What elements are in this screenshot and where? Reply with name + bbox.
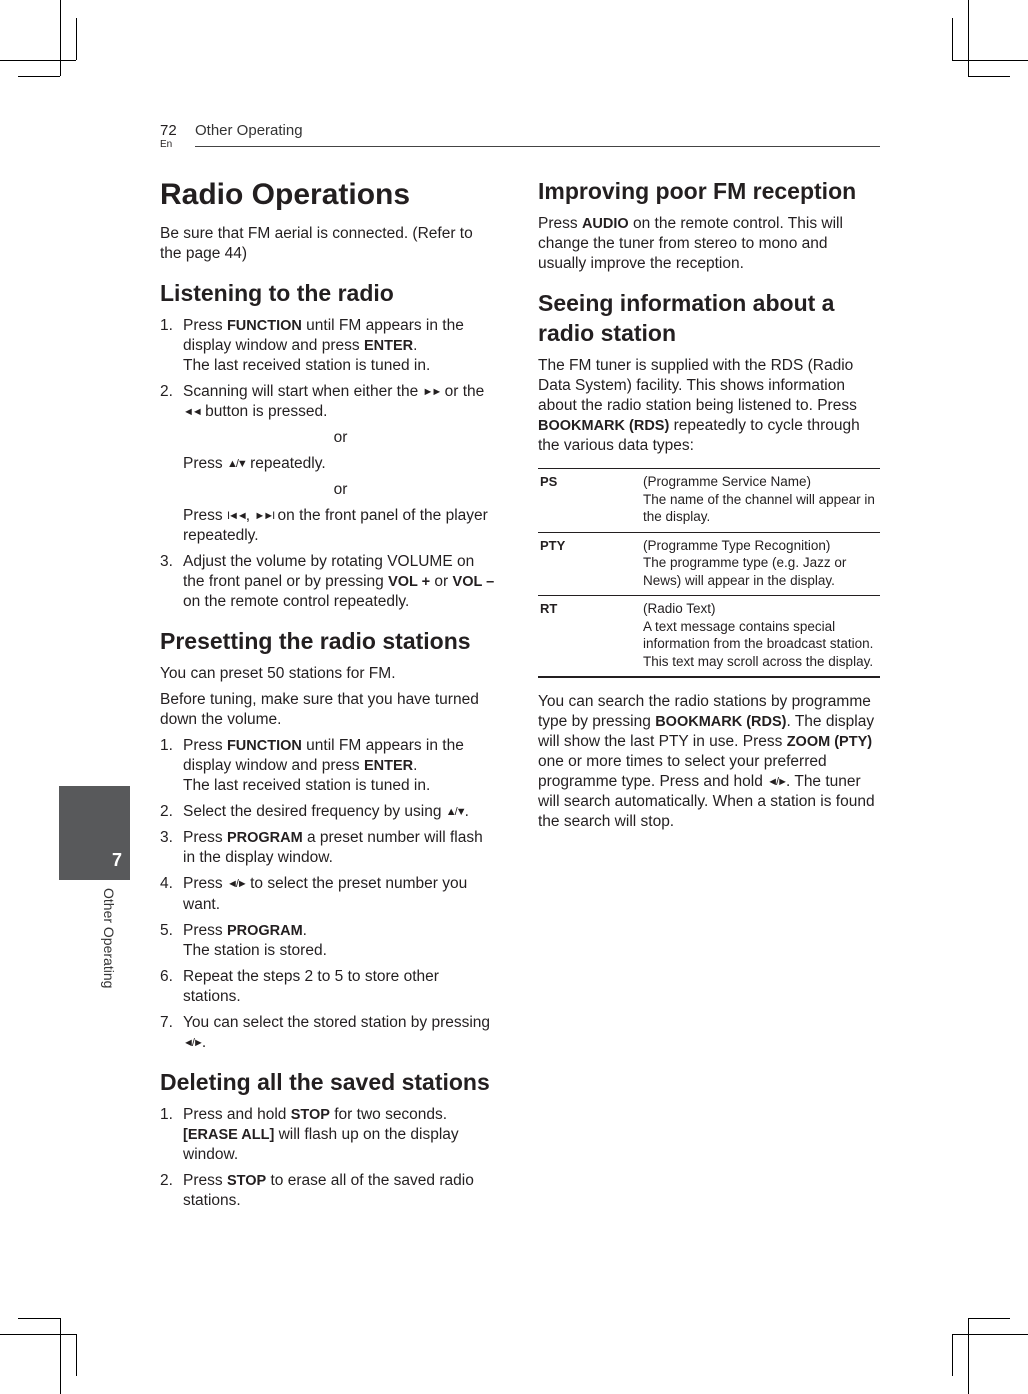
rewind-icon: ◄◄ — [183, 406, 201, 419]
list-item: 3. Press PROGRAM a preset number will flash in the display window. — [160, 829, 483, 867]
chapter-number — [59, 850, 130, 871]
page-number: 72 — [160, 122, 177, 139]
list-item: 7. You can select the stored station by pressing ◄/►. — [160, 1013, 491, 1051]
listening-heading: Listening to the radio — [160, 280, 394, 306]
fast-forward-icon: ►► — [422, 386, 441, 398]
intro-text: Be sure that FM aerial is connected. (Refer to the page 44) — [160, 225, 473, 262]
crop-mark — [968, 0, 969, 76]
rds-table — [538, 468, 880, 678]
left-right-icon: ◄/► — [183, 1036, 202, 1049]
list-item: 3. Adjust the volume by rotating VOLUME on the front panel or by pressing VOL + or VOL – on the remote control repeatedly. — [160, 553, 495, 611]
seeing-text: The FM tuner is supplied with the RDS (Radio Data System) facility. This shows information about the radio station being listened to. Press BOOKMARK (RDS) repeatedly to cycle through the various data types: — [538, 357, 860, 454]
improving-heading: Improving poor FM reception — [538, 178, 857, 204]
chapter-number-text: 7 — [111, 850, 122, 870]
crop-mark — [968, 1318, 1010, 1319]
crop-mark — [18, 76, 60, 77]
crop-mark — [968, 76, 1010, 77]
skip-next-icon: ►►I — [254, 510, 274, 523]
crop-mark — [952, 1334, 953, 1376]
rds-desc: (Programme Service Name) The name of the channel will appear in the display. — [643, 474, 875, 524]
page-language: En — [160, 139, 173, 150]
listening-steps — [160, 316, 498, 612]
chapter-label: Other Operating — [101, 888, 117, 989]
page-title: Radio Operations — [160, 178, 411, 211]
left-right-icon: ◄/► — [767, 776, 787, 788]
rds-key: PTY — [538, 532, 643, 596]
skip-previous-icon: I◄◄ — [226, 510, 246, 523]
up-down-icon: ▲/▼ — [226, 458, 246, 471]
crop-mark — [76, 18, 77, 60]
crop-mark — [952, 18, 953, 60]
rds-desc: (Radio Text) A text message contains special information from the broadcast station. This text may scroll across the display. — [643, 596, 880, 678]
deleting-heading: Deleting all the saved stations — [160, 1068, 490, 1095]
improving-text: Press AUDIO on the remote control. This will change the tuner from stereo to mono and usually improve the reception. — [538, 215, 843, 272]
list-item: 2. Select the desired frequency by using ▲/▼. — [160, 803, 469, 821]
section-title: Other Operating — [195, 122, 303, 139]
preset-note: Before tuning, make sure that you have turned down the volume. — [160, 691, 479, 729]
rds-key: PS — [540, 474, 558, 489]
crop-mark — [76, 1334, 77, 1376]
rds-desc: (Programme Type Recognition) The programme type (e.g. Jazz or News) will appear in the display. — [643, 532, 880, 596]
crop-mark — [968, 1318, 969, 1394]
list-item: 2. Press STOP to erase all of the saved radio stations. — [160, 1171, 474, 1209]
rds-key: RT — [538, 596, 643, 678]
left-right-icon: ◄/► — [226, 878, 246, 891]
list-item: 4. Press ◄/► to select the preset number you want. — [160, 875, 468, 913]
list-item: 1. Press and hold STOP for two seconds. [ERASE ALL] will flash up on the display window. — [160, 1105, 459, 1163]
crop-mark — [952, 1334, 1028, 1335]
crop-mark — [60, 1318, 61, 1394]
crop-mark — [952, 60, 1028, 61]
table-row — [538, 596, 880, 678]
table-row — [538, 469, 880, 533]
crop-mark — [18, 1318, 60, 1319]
crop-mark — [0, 60, 76, 61]
right-column — [538, 176, 880, 838]
list-item: 1. Press FUNCTION until FM appears in the display window and press ENTER. The last received station is tuned in. — [160, 317, 464, 374]
crop-mark — [0, 1334, 76, 1335]
list-item: 6. Repeat the steps 2 to 5 to store other stations. — [160, 967, 439, 1005]
list-item: 1. Press FUNCTION until FM appears in the display window and press ENTER. The last received station is tuned in. — [160, 737, 464, 795]
seeing-heading: Seeing information about a radio station — [538, 290, 835, 346]
crop-mark — [60, 0, 61, 76]
presetting-heading: Presetting the radio stations — [160, 628, 471, 655]
table-row — [538, 532, 880, 596]
left-column — [160, 176, 498, 1217]
header-rule — [195, 146, 880, 147]
deleting-steps — [160, 1105, 498, 1211]
search-text: You can search the radio stations by programme type by pressing BOOKMARK (RDS). The display will show the last PTY in use. Press ZOOM (PTY) one or more times to select your preferred programme type. Press and hold ◄/►. The tuner will search automatically. When a station is found the search will stop. — [538, 693, 875, 831]
presetting-steps — [160, 736, 498, 1052]
list-item: 2. Scanning will start when either the ►► or the ◄◄ button is pressed. or Press ▲/▼ repeatedly. or Press I◄◄, ►►I on the front panel of the player repeatedly. — [160, 383, 488, 545]
preset-note: You can preset 50 stations for FM. — [160, 665, 396, 683]
list-item: 5. Press PROGRAM. The station is stored. — [160, 921, 327, 959]
up-down-icon: ▲/▼ — [445, 806, 465, 819]
